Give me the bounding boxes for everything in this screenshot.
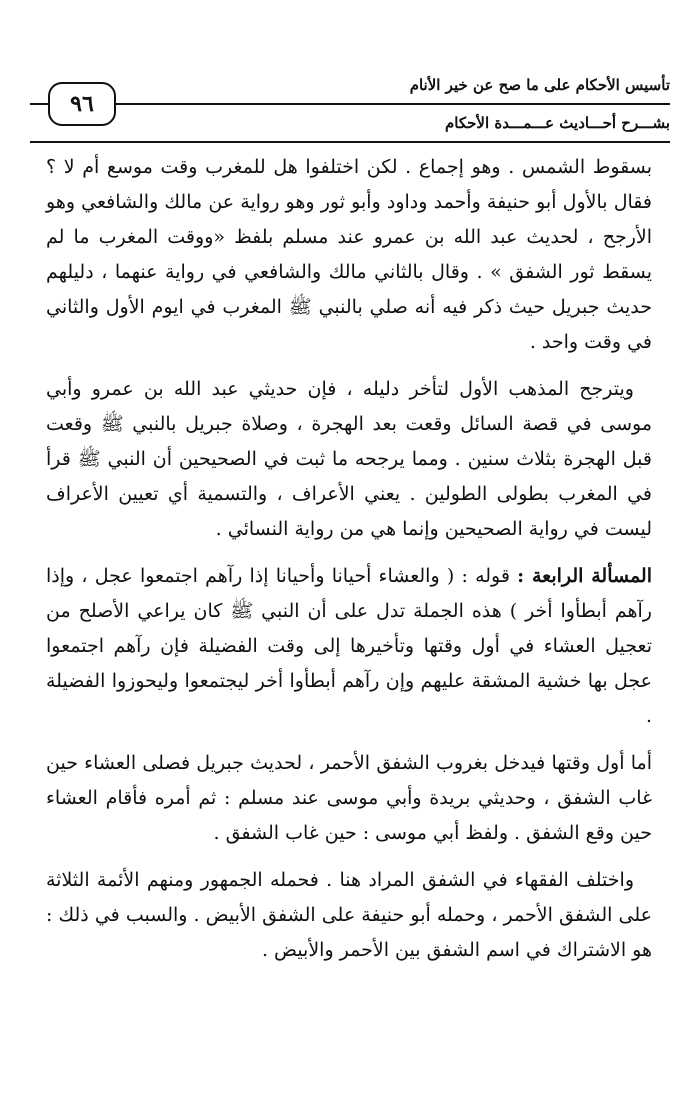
page-number: ٩٦ [48, 82, 116, 126]
paragraph-2: ويترجح المذهب الأول لتأخر دليله ، فإن حديثي عبد الله بن عمرو وأبي موسى في قصة السائل وقعت بعد الهجرة ، وصلاة جبريل بالنبي ﷺ وقعت قبل الهجرة بثلاث سنين . ومما يرجحه ما ثبت في الصحيحين أن النبي ﷺ قرأ في المغرب بطولى الطولين . يعني الأعراف ، والتسمية أي تعيين الأعراف ليست في رواية الصحيحين وإنما هي من رواية النسائي . [46, 378, 652, 540]
masala-label: المسألة الرابعة : [517, 565, 652, 587]
paragraph-1: بسقوط الشمس . وهو إجماع . لكن اختلفوا هل للمغرب وقت موسع أم لا ؟ فقال بالأول أبو حنيفة وأحمد وداود وأبو ثور وهو رواية عن مالك والشافعي وهو الأرجح ، لحديث عبد الله بن عمرو عند مسلم بلفظ «ووقت المغرب ما لم يسقط ثور الشفق » . وقال بالثاني مالك والشافعي في رواية عنهما ، دليلهم حديث جبريل حيث ذكر فيه أنه صلي بالنبي ﷺ المغرب في ايوم الأول والثاني في وقت واحد . [46, 156, 652, 353]
page-header [30, 70, 670, 140]
book-title: تأسيس الأحكام على ما صح عن خير الأنام [409, 76, 670, 94]
header-rule-bottom [30, 141, 670, 143]
book-subtitle: بشـــرح أحـــاديث عـــمـــدة الأحكام [445, 114, 670, 132]
paragraph-masala [46, 559, 652, 734]
paragraph-4: واختلف الفقهاء في الشفق المراد هنا . فحمله الجمهور ومنهم الأئمة الثلاثة على الشفق الأحمر ، وحمله أبو حنيفة على الشفق الأبيض . والسبب في ذلك : هو الاشتراك في اسم الشفق بين الأحمر والأبيض . [46, 869, 652, 961]
header-rule-top [30, 103, 670, 105]
paragraph-3: أما أول وقتها فيدخل بغروب الشفق الأحمر ، لحديث جبريل فصلى العشاء حين غاب الشفق ، وحديثي بريدة وأبي موسى عند مسلم : ثم أمره فأقام العشاء حين وقع الشفق . ولفظ أبي موسى : حين غاب الشفق . [46, 752, 652, 844]
page-body [46, 150, 652, 980]
masala-text: قوله : ( والعشاء أحيانا وأحيانا إذا رآهم اجتمعوا عجل ، وإذا رآهم أبطأوا أخر ) هذه الجملة تدل على أن النبي ﷺ كان يراعي الأصلح من تعجيل العشاء في أول وقتها وتأخيرها إلى وقت الفضيلة فإن رآهم اجتمعوا عجل بها خشية المشقة عليهم وإن رآهم أبطأوا أخر ليجتمعوا وليحوزوا الفضيلة . [46, 565, 652, 727]
